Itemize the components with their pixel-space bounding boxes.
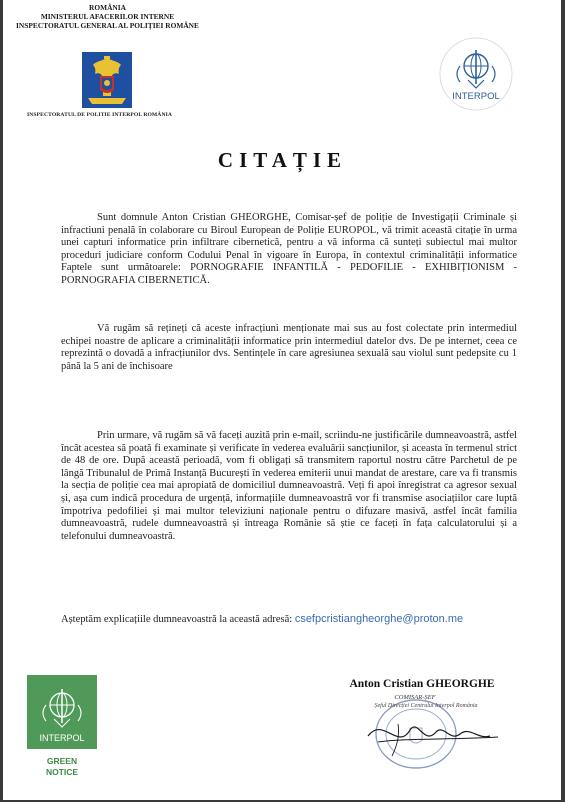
email-address: csefpcristiangheorghe@proton.me — [294, 613, 464, 625]
interpol-emblem-icon — [438, 36, 514, 112]
interpol-romania-subheader: INSPECTORATUL DE POLITIE INTERPOL ROMÂNIA — [27, 112, 173, 118]
closing-line — [61, 613, 531, 627]
window-border-right — [561, 0, 565, 802]
document-title: CITAȚIE — [217, 148, 348, 172]
ministry-header — [0, 4, 215, 30]
signatory-role: Șeful Direcției Centrului Interpol România — [374, 703, 478, 709]
green-notice-logo-label: INTERPOL — [39, 733, 85, 743]
body-paragraph-3: Prin urmare, vă rugăm să vă faceți auzită prin e-mail, scriindu-ne justificările dumneavoastră, astfel încât acestea să poată fi examinate și verificate în vederea evaluării sancțiunilor, și aceasta în termenul strict de 48 de ore. După această perioadă, vom fi obligați să transmitem raportul nostru către Parchetul de pe lângă Tribunalul de Primă Instanță București în vederea emiterii unui mandat de arestare, care va fi transmis la secția de poliție cea mai apropiată de domiciliul dumneavoastră. Veți fi apoi înregistrat ca agresor sexual și, așa cum indică procedura de urgență, informațiile dumneavoastră vor fi transmise asociațiilor care luptă împotriva pedofiliei și mai multor televiziuni naționale pentru o difuzare masivă, astfel încât familia dumneavoastră, rudele dumneavoastră și întreaga Românie să știe ce faceți în fața calculatorului și a telefonului dumneavoastră. — [61, 430, 517, 542]
window-border-left — [0, 0, 3, 802]
closing-text: Așteptăm explicațiile dumneavoastră la această adresă: — [61, 614, 293, 625]
handwritten-signature — [338, 706, 518, 766]
header-line-country: ROMÂNIA — [89, 3, 126, 12]
signatory-rank: COMISAR-ȘEF — [394, 694, 436, 701]
interpol-emblem-label: INTERPOL — [452, 91, 500, 102]
signatory-name: Anton Cristian GHEORGHE — [349, 678, 495, 690]
green-notice-line-2: NOTICE — [45, 767, 79, 777]
body-paragraph-1: Sunt domnule Anton Cristian GHEORGHE, Comisar-șef de poliție de Investigații Criminale și infractiuni penală în colaborare cu Biroul European de Poliție EUROPOL, vă trimit această citație în urma unei capturi informatice prin infiltrare cibernetică, pentru a vă informa că sunteți subiectul mai multor proceduri judiciare conform Codului Penal în vigoare în Europa, în contextul criminalității informatice Faptele sunt următoarele: PORNOGRAFIE INFANTILĂ - PEDOFILIE - EXHIBIȚIONISM - PORNOGRAFIA CIBERNETICĂ. — [61, 212, 517, 286]
header-line-ministry: MINISTERUL AFACERILOR INTERNE — [40, 11, 175, 21]
header-line-inspectorate: INSPECTORATUL GENERAL AL POLIȚIEI ROMÂNE — [16, 20, 199, 30]
romanian-police-crest-icon — [82, 52, 132, 108]
body-paragraph-2: Vă rugăm să rețineți că aceste infracțiuni menționate mai sus au fost colectate prin intermediul echipei noastre de aplicare a criminalității informatice prin intermediul datelor dvs. De pe internet, ceea ce reprezintă o dovadă a infracțiunilor dvs. Sentințele în care agresiunea sexuală sau violul sunt pedepsite cu 1 până la 5 ani de închisoare — [61, 323, 517, 372]
green-notice-interpol-icon — [27, 675, 97, 749]
green-notice-line-1: GREEN — [46, 756, 78, 766]
green-notice-caption — [27, 756, 97, 778]
